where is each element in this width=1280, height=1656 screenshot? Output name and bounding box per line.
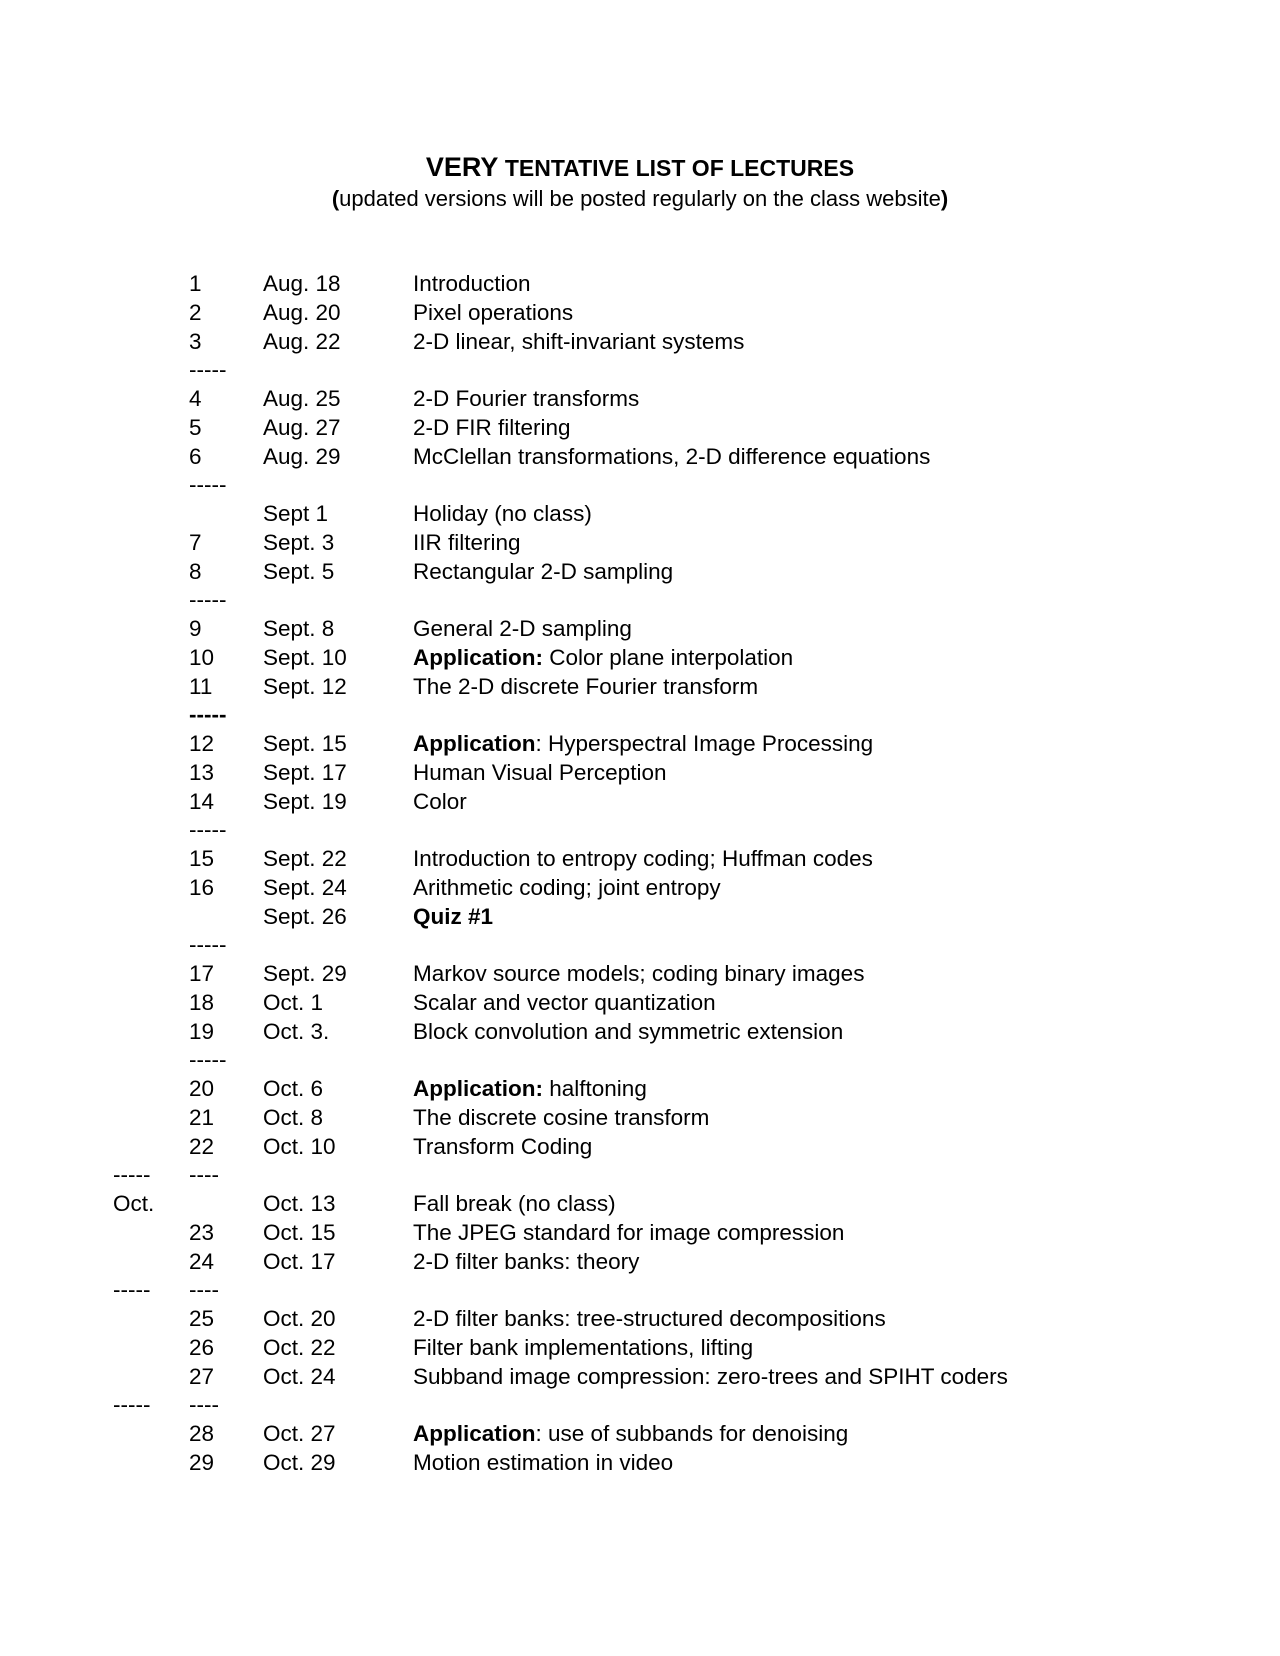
margin-separator: ----- (113, 1277, 151, 1303)
topic-text: 2-D filter banks: theory (413, 1248, 640, 1274)
lecture-number: 6 (189, 443, 202, 469)
lecture-row (0, 1104, 1280, 1133)
lecture-row (0, 414, 1280, 443)
lecture-topic (413, 299, 573, 327)
lecture-date: Oct. 15 (263, 1219, 336, 1245)
lecture-topic (413, 1190, 616, 1218)
lecture-number: 10 (189, 644, 215, 670)
lecture-topic (413, 845, 873, 873)
lecture-row (0, 644, 1280, 673)
lecture-number: 1 (189, 271, 202, 296)
subtitle-open-paren: ( (331, 186, 340, 211)
lecture-row (0, 759, 1280, 788)
lecture-topic (413, 874, 721, 902)
lecture-row (0, 328, 1280, 357)
separator-dashes: ----- (189, 817, 227, 843)
topic-text: 2-D linear, shift-invariant systems (413, 328, 745, 354)
topic-text: : use of subbands for denoising (535, 1421, 849, 1446)
topic-text: 2-D FIR filtering (413, 414, 571, 440)
lecture-number: 18 (189, 989, 215, 1015)
title-emphasis: VERY (425, 152, 499, 182)
lecture-number: 28 (189, 1421, 215, 1446)
lecture-topic (413, 644, 793, 672)
title-text: TENTATIVE LIST OF LECTURES (498, 155, 855, 181)
lecture-date: Sept. 8 (263, 616, 335, 641)
lecture-row (0, 443, 1280, 472)
lecture-row (0, 1018, 1280, 1047)
lecture-number: 4 (189, 386, 202, 411)
topic-text: Pixel operations (413, 299, 574, 325)
week-separator (0, 701, 1280, 730)
lecture-topic (413, 1305, 886, 1333)
lecture-number: 2 (189, 299, 202, 325)
lecture-row (0, 1133, 1280, 1162)
separator-dashes: ---- (189, 1392, 219, 1418)
topic-bold-label: Quiz #1 (413, 903, 494, 929)
lecture-number: 16 (189, 874, 215, 900)
lecture-number: 5 (189, 414, 202, 440)
lecture-date: Sept. 10 (263, 644, 347, 670)
lecture-topic (413, 1420, 848, 1448)
topic-text: Introduction (413, 271, 531, 296)
topic-text: Subband image compression: zero-trees and SPIHT coders (413, 1363, 1008, 1389)
lecture-row (0, 1420, 1280, 1449)
topic-bold-label: Application (413, 731, 536, 756)
lecture-date: Oct. 10 (263, 1133, 336, 1159)
lecture-row (0, 874, 1280, 903)
week-separator (0, 586, 1280, 615)
page-title (0, 152, 1280, 183)
lecture-row (0, 500, 1280, 529)
lecture-topic (413, 1449, 673, 1477)
lecture-date: Oct. 17 (263, 1248, 336, 1274)
lecture-number: 29 (189, 1449, 215, 1475)
lecture-row (0, 788, 1280, 817)
lecture-topic (413, 1363, 1008, 1391)
separator-dashes: ---- (189, 1162, 219, 1188)
lecture-row (0, 1219, 1280, 1248)
lecture-row (0, 1305, 1280, 1334)
lecture-date: Oct. 29 (263, 1449, 336, 1475)
topic-text: Transform Coding (413, 1133, 593, 1159)
topic-text: Color (413, 788, 467, 814)
week-separator (0, 816, 1280, 845)
lecture-row (0, 1248, 1280, 1277)
week-separator (0, 356, 1280, 385)
topic-text: IIR filtering (413, 529, 521, 555)
lecture-date: Sept. 5 (263, 558, 335, 584)
lecture-number: 7 (189, 529, 202, 555)
lecture-number: 24 (189, 1248, 215, 1274)
lecture-topic (413, 1334, 753, 1362)
topic-text: Human Visual Perception (413, 759, 667, 785)
topic-text: halftoning (543, 1076, 647, 1101)
lecture-date: Aug. 25 (263, 386, 341, 411)
lecture-row (0, 1075, 1280, 1104)
lecture-topic (413, 414, 571, 442)
topic-text: 2-D Fourier transforms (413, 386, 640, 411)
lecture-number: 25 (189, 1306, 215, 1331)
topic-text: Markov source models; coding binary images (413, 961, 865, 986)
topic-text: Rectangular 2-D sampling (413, 558, 674, 584)
subtitle-text: updated versions will be posted regularly on the class website (339, 186, 941, 211)
topic-text: Fall break (no class) (413, 1191, 616, 1216)
lecture-topic (413, 1018, 843, 1046)
lecture-row (0, 989, 1280, 1018)
lecture-date: Sept. 22 (263, 846, 347, 871)
lecture-row (0, 615, 1280, 644)
lecture-date: Oct. 27 (263, 1421, 336, 1446)
lecture-date: Oct. 3. (263, 1018, 330, 1044)
lecture-number: 9 (189, 616, 202, 641)
lecture-topic (413, 730, 873, 758)
week-separator (0, 1276, 1280, 1305)
topic-text: Arithmetic coding; joint entropy (413, 874, 721, 900)
lecture-date: Sept. 12 (263, 673, 347, 699)
lecture-date: Aug. 27 (263, 414, 341, 440)
topic-bold-label: Application: (413, 644, 543, 670)
margin-note: Oct. (113, 1191, 155, 1216)
lecture-row (0, 960, 1280, 989)
separator-dashes: ----- (189, 932, 227, 958)
lecture-number: 11 (189, 673, 213, 699)
lecture-date: Oct. 24 (263, 1363, 336, 1389)
topic-text: General 2-D sampling (413, 616, 632, 641)
lecture-date: Oct. 20 (263, 1306, 336, 1331)
lecture-topic (413, 1133, 592, 1161)
topic-text: Block convolution and symmetric extension (413, 1018, 844, 1044)
lecture-topic (413, 1248, 639, 1276)
lecture-schedule (0, 270, 1280, 1478)
lecture-topic (413, 270, 531, 298)
topic-text: Introduction to entropy coding; Huffman codes (413, 846, 873, 871)
lecture-topic (413, 328, 744, 356)
lecture-date: Sept 1 (263, 501, 329, 526)
lecture-row (0, 558, 1280, 587)
lecture-topic (413, 1104, 709, 1132)
lecture-date: Oct. 13 (263, 1191, 336, 1216)
lecture-number: 8 (189, 558, 202, 584)
topic-text: The JPEG standard for image compression (413, 1219, 845, 1245)
lecture-row (0, 1190, 1280, 1219)
lecture-number: 19 (189, 1018, 215, 1044)
lecture-topic (413, 788, 467, 816)
separator-dashes: ----- (189, 472, 227, 498)
lecture-date: Oct. 8 (263, 1104, 324, 1130)
lecture-row (0, 270, 1280, 299)
lecture-date: Sept. 26 (263, 903, 347, 929)
lecture-row (0, 529, 1280, 558)
lecture-row (0, 845, 1280, 874)
lecture-date: Aug. 29 (263, 443, 341, 469)
lecture-number: 14 (189, 788, 215, 814)
margin-separator: ----- (113, 1392, 151, 1418)
lecture-row (0, 730, 1280, 759)
lecture-topic (413, 529, 521, 557)
topic-bold-label: Application (413, 1421, 536, 1446)
lecture-row (0, 903, 1280, 932)
lecture-date: Oct. 6 (263, 1076, 324, 1101)
topic-bold-label: Application: (413, 1076, 543, 1101)
lecture-number: 23 (189, 1219, 215, 1245)
topic-text: Motion estimation in video (413, 1449, 674, 1475)
lecture-date: Sept. 3 (263, 529, 335, 555)
lecture-date: Aug. 18 (263, 271, 341, 296)
lecture-date: Oct. 1 (263, 989, 324, 1015)
separator-dashes: ----- (189, 587, 227, 613)
lecture-topic (413, 989, 716, 1017)
separator-dashes: ----- (189, 1047, 227, 1073)
topic-text: The 2-D discrete Fourier transform (413, 673, 759, 699)
lecture-topic (413, 385, 639, 413)
margin-separator: ----- (113, 1162, 151, 1188)
lecture-date: Sept. 29 (263, 961, 347, 986)
separator-dashes: ---- (189, 1277, 219, 1303)
lecture-date: Sept. 19 (263, 788, 347, 814)
week-separator (0, 471, 1280, 500)
lecture-number: 21 (189, 1104, 215, 1130)
lecture-date: Sept. 17 (263, 759, 347, 785)
lecture-topic (413, 903, 493, 931)
separator-dashes: ----- (189, 357, 227, 383)
topic-text: : Hyperspectral Image Processing (535, 731, 874, 756)
lecture-topic (413, 759, 666, 787)
lecture-date: Sept. 15 (263, 731, 347, 756)
lecture-number: 27 (189, 1363, 215, 1389)
lecture-date: Oct. 22 (263, 1334, 336, 1360)
lecture-row (0, 1334, 1280, 1363)
lecture-number: 3 (189, 328, 202, 354)
lecture-topic (413, 500, 592, 528)
separator-dashes: ----- (189, 702, 227, 728)
lecture-number: 22 (189, 1133, 215, 1159)
week-separator (0, 1391, 1280, 1420)
lecture-topic (413, 1075, 647, 1103)
lecture-topic (413, 615, 632, 643)
lecture-number: 13 (189, 759, 215, 785)
topic-text: The discrete cosine transform (413, 1104, 710, 1130)
topic-text: McClellan transformations, 2-D difference equations (413, 443, 931, 469)
topic-text: Holiday (no class) (413, 501, 592, 526)
topic-text: 2-D filter banks: tree-structured decompositions (413, 1306, 886, 1331)
lecture-row (0, 673, 1280, 702)
topic-text: Scalar and vector quantization (413, 989, 716, 1015)
lecture-number: 17 (189, 961, 215, 986)
lecture-topic (413, 673, 758, 701)
week-separator (0, 931, 1280, 960)
subtitle-close-paren: ) (940, 186, 949, 211)
lecture-topic (413, 960, 864, 988)
lecture-number: 15 (189, 846, 215, 871)
lecture-row (0, 1363, 1280, 1392)
lecture-date: Aug. 20 (263, 299, 341, 325)
lecture-number: 26 (189, 1334, 215, 1360)
lecture-topic (413, 558, 673, 586)
lecture-topic (413, 443, 930, 471)
week-separator (0, 1046, 1280, 1075)
lecture-number: 12 (189, 731, 215, 756)
topic-text: Filter bank implementations, lifting (413, 1334, 754, 1360)
lecture-number: 20 (189, 1076, 215, 1101)
lecture-date: Sept. 24 (263, 874, 347, 900)
lecture-date: Aug. 22 (263, 328, 341, 354)
lecture-topic (413, 1219, 844, 1247)
topic-text: Color plane interpolation (543, 644, 794, 670)
lecture-row (0, 299, 1280, 328)
lecture-row (0, 385, 1280, 414)
page-subtitle (0, 184, 1280, 214)
lecture-row (0, 1449, 1280, 1478)
week-separator (0, 1161, 1280, 1190)
